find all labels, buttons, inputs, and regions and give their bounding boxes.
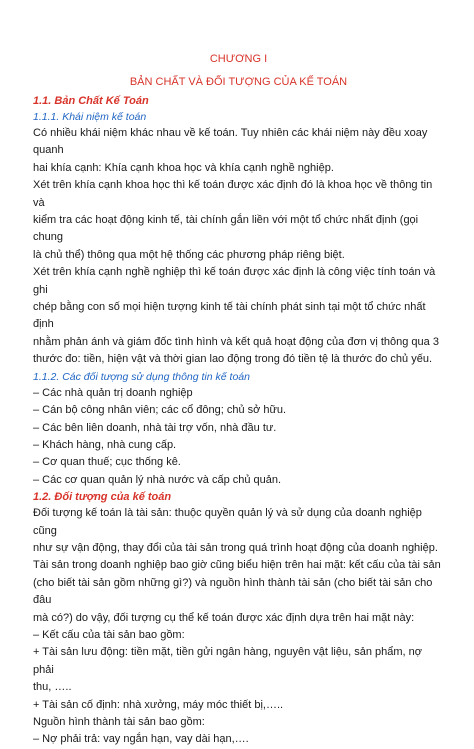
section-heading-1-2: 1.2. Đối tượng của kế toán [33, 491, 172, 504]
body-line: thước đo: tiền, hiện vật và thời gian lao động trong đó tiền tệ là thước đo chủ yếu. [33, 353, 433, 366]
body-line: – Nợ phải trả: vay ngắn hạn, vay dài hạn,…. [33, 733, 249, 746]
chapter-label: CHƯƠNG I [209, 53, 268, 65]
chapter-title: BẢN CHẤT VÀ ĐỐI TƯỢNG CỦA KẾ TOÁN [129, 76, 348, 88]
body-line: – Kết cấu của tài sản bao gồm: [33, 628, 185, 641]
body-line: hai khía cạnh: Khía cạnh khoa học và khía cạnh nghề nghiệp. [33, 161, 334, 174]
list-item: – Cán bộ công nhân viên; các cổ đông; chủ sở hữu. [33, 404, 287, 417]
list-item: – Các cơ quan quản lý nhà nước và cấp chủ quản. [33, 473, 282, 486]
section-heading-1-1: 1.1. Bản Chất Kế Toán [33, 95, 149, 107]
body-line: là chủ thể) thông qua một hệ thống các phương pháp riêng biệt. [33, 248, 345, 261]
list-item: – Các nhà quản trị doanh nghiệp [33, 386, 193, 399]
body-line: Nguồn hình thành tài sản bao gồm: [33, 716, 205, 728]
body-line: Tài sản trong doanh nghiệp bao giờ cũng biểu hiện trên hai mặt: kết cấu của tài sản [33, 559, 441, 572]
body-line: Có nhiều khái niệm khác nhau về kế toán. Tuy nhiên các khái niệm này đều xoay quanh [33, 127, 428, 157]
body-line: như sự vận động, thay đổi của tài sản trong quá trình hoạt động của doanh nghiệp. [33, 541, 438, 554]
body-line: Đối tượng kế toán là tài sản: thuộc quyền quản lý và sử dụng của doanh nghiệp cũng [33, 507, 422, 537]
body-line: mà có?) do vậy, đối tượng cụ thể kế toán được xác định dựa trên hai mặt này: [33, 611, 415, 624]
list-item: – Khách hàng, nhà cung cấp. [33, 438, 177, 451]
body-line: kiểm tra các hoạt động kinh tế, tài chính gắn liền với một tổ chức nhất định (gọi chung [33, 214, 419, 244]
body-line: nhằm phản ánh và giám đốc tình hình và kết quả hoạt động của đơn vị thông qua 3 [33, 335, 439, 348]
subsection-heading-1-1-2: 1.1.2. Các đối tượng sử dụng thông tin kế toán [33, 370, 250, 383]
body-line: thu, ….. [33, 681, 72, 694]
body-line: + Tài sản cố định: nhà xưởng, máy móc thiết bị,….. [33, 698, 284, 711]
body-line: Xét trên khía cạnh nghề nghiệp thì kế toán được xác định là công việc tính toán và ghi [33, 266, 436, 296]
body-line: chép bằng con số mọi hiện tượng kinh tế tài chính phát sinh tại một tổ chức nhất định [33, 301, 426, 331]
list-item: – Cơ quan thuế; cục thống kê. [33, 456, 181, 469]
list-item: – Các bên liên doanh, nhà tài trợ vốn, nhà đầu tư. [33, 421, 277, 434]
subsection-heading-1-1-1: 1.1.1. Khái niệm kế toán [33, 111, 147, 123]
body-line: (cho biết tài sản gồm những gì?) và nguồn hình thành tài sản (cho biết tài sản cho đâu [33, 576, 433, 607]
body-line: Xét trên khía cạnh khoa học thì kế toán được xác định đó là khoa học về thông tin và [33, 179, 433, 209]
body-line: + Tài sản lưu động: tiền mặt, tiền gửi ngân hàng, nguyên vật liệu, sản phẩm, nợ phải [33, 646, 422, 676]
